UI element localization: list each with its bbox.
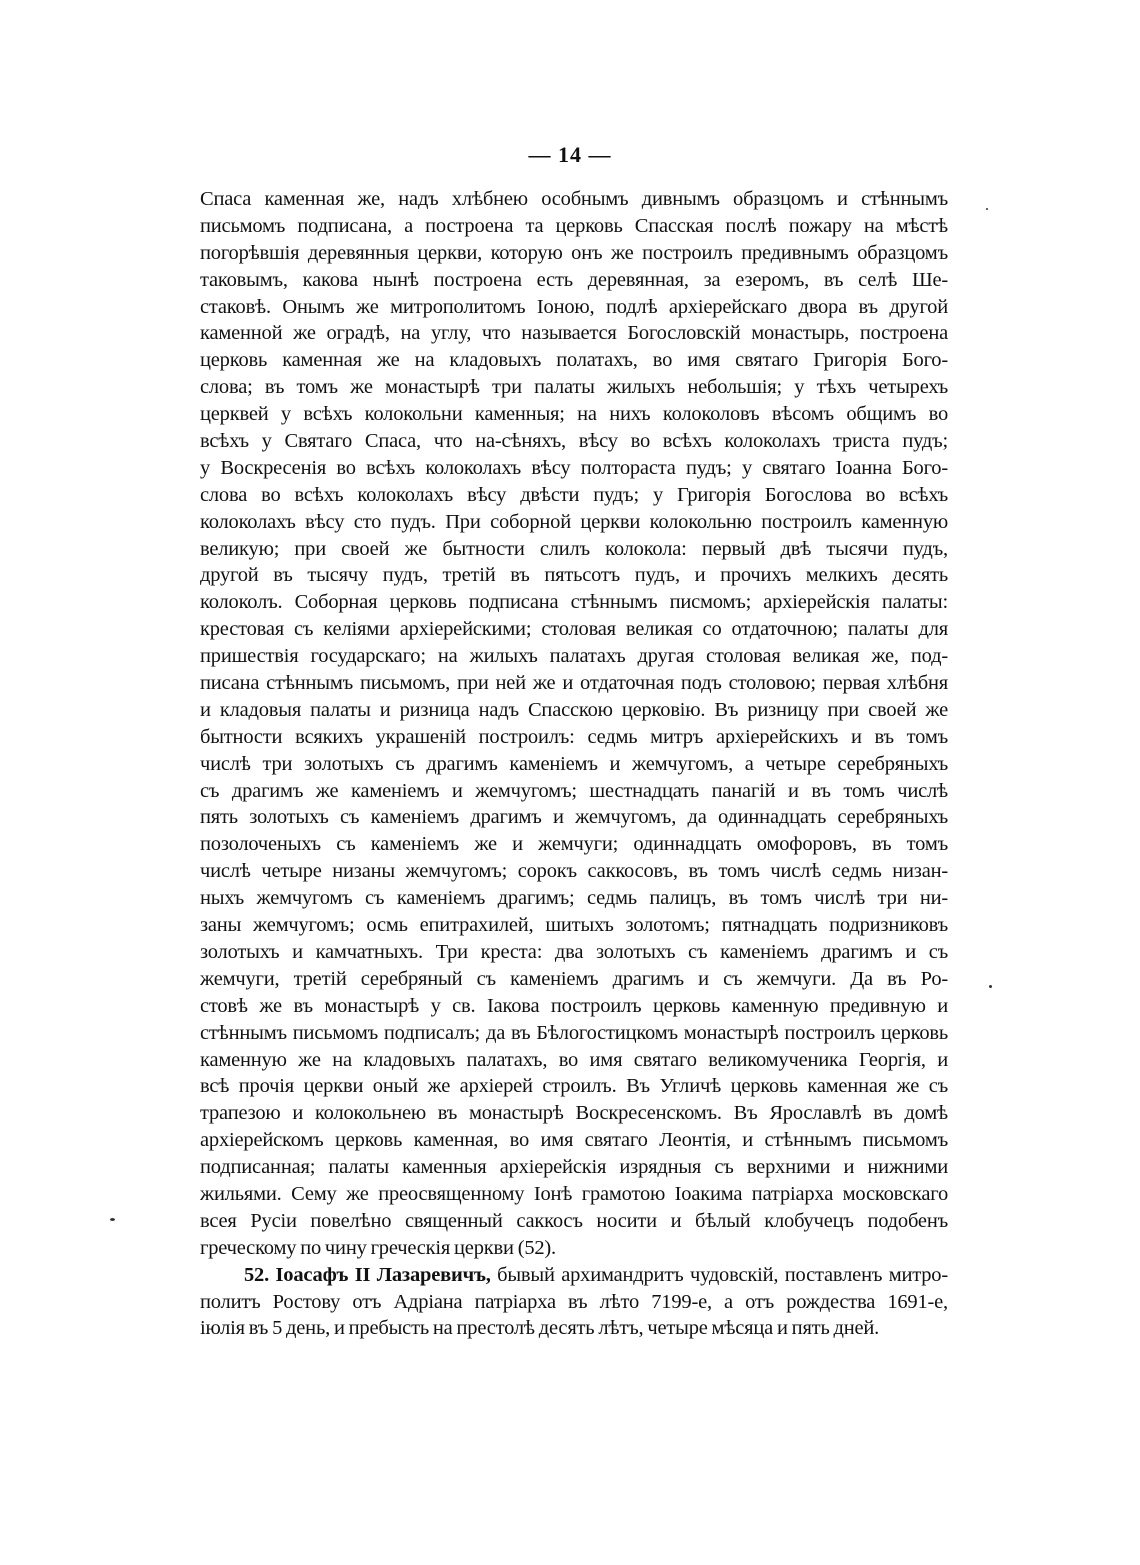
entry-first-line-text: бывый архимандритъ чудовскій, поставленъ митро- [490,1263,948,1286]
text-line: колоколъ. Соборная церковь подписана стѣннымъ писмомъ; архіерейскія палаты: [200,591,948,614]
text-line: Спаса каменная же, надъ хлѣбнею особнымъ дивнымъ образцомъ и стѣннымъ [200,188,948,210]
text-line: крестовая съ келіями архіерейскими; столовая великая со отдаточною; палаты для [200,618,948,641]
text-line: подписанная; палаты каменныя архіерейскія изрядныя съ верхними и нижними [200,1156,948,1179]
text-line: пришествія государскаго; на жилыхъ палатахъ другая столовая великая же, под- [200,645,948,668]
text-line: слова; въ томъ же монастырѣ три палаты жилыхъ небольшія; у тѣхъ четырехъ [200,376,948,399]
text-line: архіерейскомъ церковь каменная, во имя святаго Леонтія, и стѣннымъ письмомъ [200,1129,948,1152]
text-line: жемчуги, третій серебряный съ каменіемъ драгимъ и съ жемчуги. Да въ Ро- [200,967,948,990]
text-line: всея Русіи повелѣно священный саккосъ носити и бѣлый клобучецъ подобенъ [200,1209,948,1232]
text-line: таковымъ, какова нынѣ построена есть деревянная, за езеромъ, въ селѣ Ше- [200,268,948,291]
scan-speck [110,1218,115,1221]
text-line: пять золотыхъ съ каменіемъ драгимъ и жемчугомъ, да одиннадцать серебряныхъ [200,806,948,829]
text-line: трапезою и колокольнею въ монастырѣ Воскресенскомъ. Въ Ярославлѣ въ домѣ [200,1102,948,1125]
text-line: колоколахъ вѣсу сто пудъ. При соборной церкви колокольню построилъ каменную [200,510,948,533]
text-line: жильями. Сему же преосвященному Іонѣ грамотою Іоакима патріарха московскаго [200,1182,948,1205]
text-line: письмомъ подписана, а построена та церковь Спасская послѣ пожару на мѣстѣ [200,214,948,237]
text-line: писана стѣннымъ письмомъ, при ней же и отдаточная подъ столовою; первая хлѣбня [200,672,948,695]
text-line: церковь каменная же на кладовыхъ полатахъ, во имя святаго Григорія Бого- [200,349,948,372]
text-line: у Воскресенія во всѣхъ колоколахъ вѣсу полтораста пудъ; у святаго Іоанна Бого- [200,456,948,479]
text-line: греческому по чину греческія церкви (52). [200,1236,556,1259]
text-line: каменную же на кладовыхъ палатахъ, во имя святаго великомученика Георгія, и [200,1048,948,1071]
text-line: другой въ тысячу пудъ, третій въ пятьсотъ пудъ, и прочихъ мелкихъ десять [200,564,948,587]
scan-speck [986,208,988,210]
text-line: съ драгимъ же каменіемъ и жемчугомъ; шестнадцать панагій и въ томъ числѣ [200,779,948,802]
text-line: заны жемчугомъ; осмь епитрахилей, шитыхъ золотомъ; пятнадцать подризниковъ [200,914,948,937]
text-line: стѣннымъ письмомъ подписалъ; да въ Бѣлогостицкомъ монастырѣ построилъ церковь [200,1021,948,1044]
text-line: бытности всякихъ украшеній построилъ: седмь митръ архіерейскихъ и въ томъ [200,725,948,748]
entry-line: политъ Ростову отъ Адріана патріарха въ лѣто 7199-е, а отъ рождества 1691-е, [200,1290,948,1313]
entry-heading: 52. Іоасафъ II Лазаревичъ, [244,1263,491,1286]
text-line: стовѣ же въ монастырѣ у св. Іакова построилъ церковь каменную предивную и [200,994,948,1017]
entry-line: іюлія въ 5 день, и пребысть на престолѣ десять лѣтъ, четыре мѣсяца и пять дней. [200,1317,880,1340]
text-line: всѣ прочія церкви оный же архіерей строилъ. Въ Угличѣ церковь каменная же съ [200,1075,948,1098]
text-line: стаковѣ. Онымъ же митрополитомъ Іоною, подлѣ архіерейскаго двора въ другой [200,295,948,318]
text-line: числѣ четыре низаны жемчугомъ; сорокъ саккосовъ, въ томъ числѣ седмь низан- [200,860,948,883]
text-line: ныхъ жемчугомъ съ каменіемъ драгимъ; седмь палицъ, въ томъ числѣ три ни- [200,887,948,910]
paragraph-main [200,186,948,1262]
body-text [200,186,948,1342]
text-line: и кладовыя палаты и ризница надъ Спасскою церковію. Въ ризницу при своей же [200,698,948,721]
page-number: — 14 — [528,142,612,167]
text-line: позолоченыхъ съ каменіемъ же и жемчуги; одиннадцать омофоровъ, въ томъ [200,833,948,856]
text-line: великую; при своей же бытности слилъ колокола: первый двѣ тысячи пудъ, [200,537,948,560]
scan-speck [989,985,992,988]
entry-first-line [200,1262,948,1289]
text-line: каменной же оградѣ, на углу, что называется Богословскій монастырь, построена [200,322,948,345]
text-line: церквей у всѣхъ колокольни каменныя; на нихъ колоколовъ вѣсомъ общимъ во [200,403,948,426]
text-line: золотыхъ и камчатныхъ. Три креста: два золотыхъ съ каменіемъ драгимъ и съ [200,940,948,963]
text-line: погорѣвшія деревянныя церкви, которую онъ же построилъ предивнымъ образцомъ [200,241,948,264]
text-line: слова во всѣхъ колоколахъ вѣсу двѣсти пудъ; у Григорія Богослова во всѣхъ [200,483,948,506]
text-line: числѣ три золотыхъ съ драгимъ каменіемъ и жемчугомъ, а четыре серебряныхъ [200,752,948,775]
text-line: всѣхъ у Святаго Спаса, что на-сѣняхъ, вѣсу во всѣхъ колоколахъ триста пудъ; [200,430,948,453]
